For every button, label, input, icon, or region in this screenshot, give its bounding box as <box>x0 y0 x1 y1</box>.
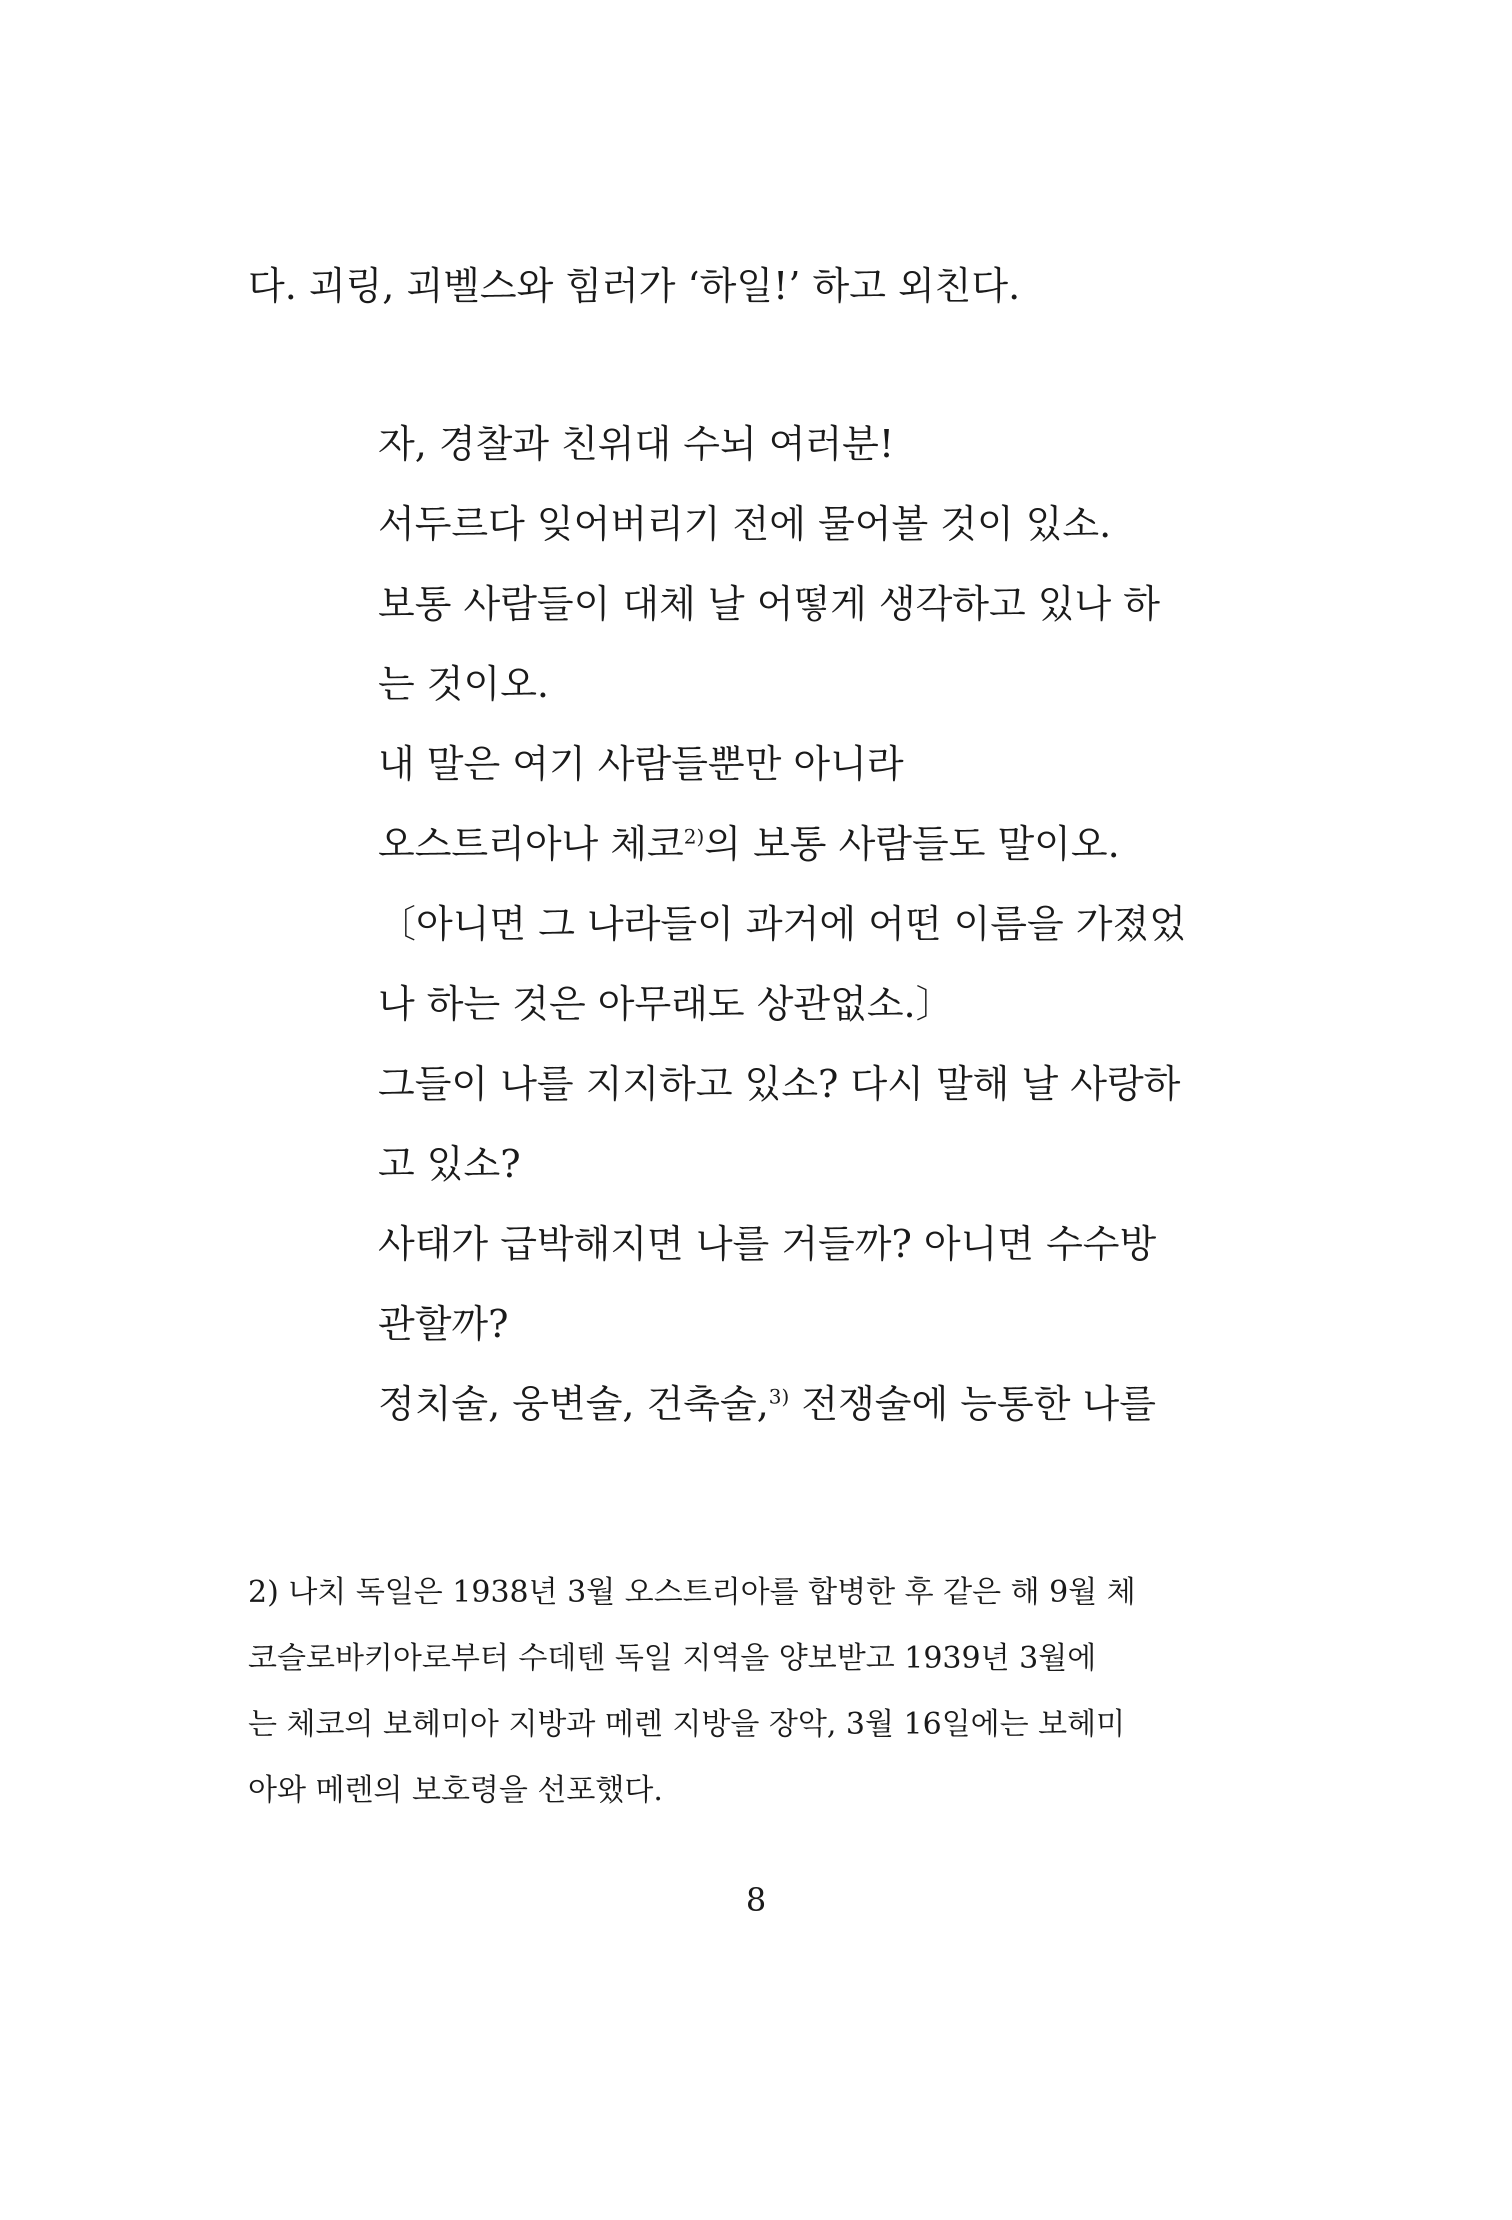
verse-line: 사태가 급박해지면 나를 거들까? 아니면 수수방 <box>378 1222 1157 1266</box>
verse-line: 서두르다 잊어버리기 전에 물어볼 것이 있소. <box>378 502 1112 546</box>
footnote-reference-2[interactable]: 2) <box>683 824 705 849</box>
verse-block <box>378 404 1308 1444</box>
verse-line: 〔아니면 그 나라들이 과거에 어떤 이름을 가졌었 <box>378 902 1186 946</box>
verse-line: 내 말은 여기 사람들뿐만 아니라 <box>378 742 904 786</box>
verse-line: 그들이 나를 지지하고 있소? 다시 말해 날 사랑하 <box>378 1062 1181 1106</box>
verse-text: 정치술, 웅변술, 건축술, <box>378 1382 769 1426</box>
footnote-line: 는 체코의 보헤미아 지방과 메렌 지방을 장악, 3월 16일에는 보헤미 <box>248 1707 1126 1742</box>
verse-line: 나 하는 것은 아무래도 상관없소.〕 <box>378 982 954 1026</box>
verse-line: 는 것이오. <box>378 662 549 706</box>
footnote-2 <box>248 1560 1268 1824</box>
intro-line: 다. 괴링, 괴벨스와 힘러가 ‘하일!’ 하고 외친다. <box>248 264 1021 308</box>
verse-text: 오스트리아나 체코 <box>378 822 684 866</box>
verse-line-with-footnote <box>378 804 1308 884</box>
verse-line: 관할까? <box>378 1302 509 1346</box>
verse-line-with-footnote <box>378 1364 1308 1444</box>
footnote-line: 2) 나치 독일은 1938년 3월 오스트리아를 합병한 후 같은 해 9월 체 <box>248 1575 1136 1610</box>
footnote-line: 아와 메렌의 보호령을 선포했다. <box>248 1773 663 1808</box>
verse-text: 의 보통 사람들도 말이오. <box>704 822 1120 866</box>
page-number: 8 <box>745 1881 767 1919</box>
verse-line: 보통 사람들이 대체 날 어떻게 생각하고 있나 하 <box>378 582 1161 626</box>
verse-line: 고 있소? <box>378 1142 521 1186</box>
footnote-line: 코슬로바키아로부터 수데텐 독일 지역을 양보받고 1939년 3월에 <box>248 1641 1097 1676</box>
verse-line: 자, 경찰과 친위대 수뇌 여러분! <box>378 422 895 466</box>
footnote-reference-3[interactable]: 3) <box>768 1384 790 1409</box>
verse-text: 전쟁술에 능통한 나를 <box>789 1382 1156 1426</box>
